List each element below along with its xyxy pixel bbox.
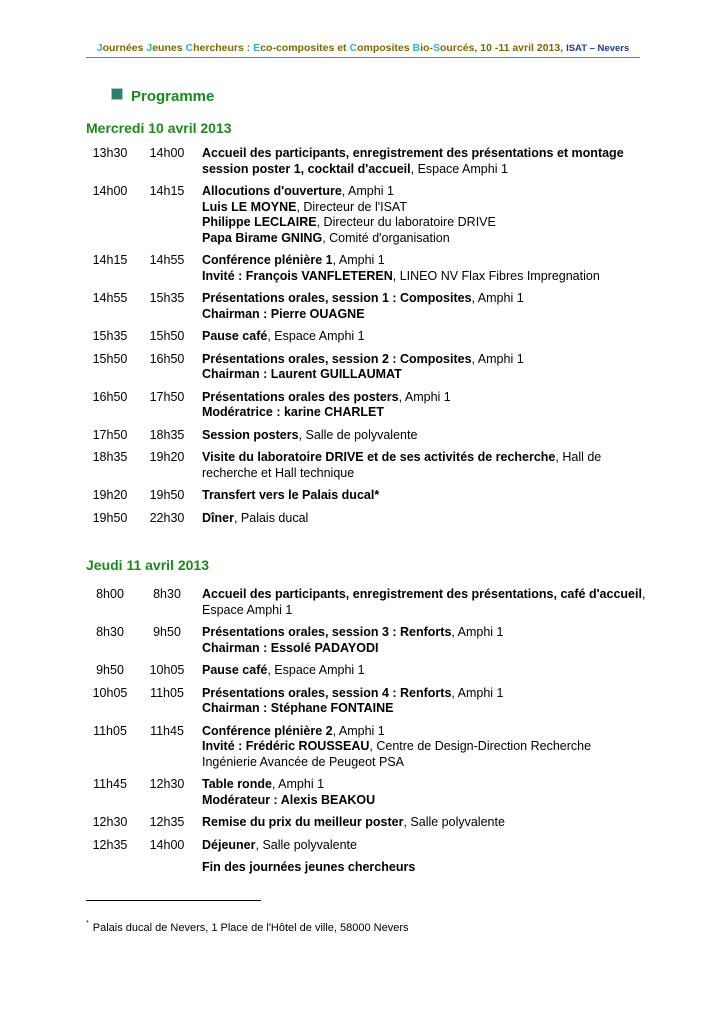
start-time: 8h30 — [96, 625, 124, 639]
description-line — [202, 184, 646, 200]
description-line — [202, 587, 646, 618]
description-line — [202, 701, 646, 717]
bold-text: Présentations orales, session 1 : Composites — [202, 291, 472, 305]
bold-text: Chairman : Essolé PADAYODI — [202, 640, 379, 655]
header-place: ISAT – Nevers — [566, 43, 630, 54]
start-time: 14h00 — [92, 184, 128, 198]
schedule-row — [86, 777, 646, 808]
schedule-row — [86, 450, 646, 481]
session-description — [202, 390, 646, 421]
bold-text: Invité : François VANFLETEREN — [202, 268, 393, 283]
schedule-row — [86, 815, 646, 831]
day1-title: Mercredi 10 avril 2013 — [86, 120, 232, 136]
start-time: 18h35 — [92, 450, 128, 464]
footnote-divider — [86, 900, 261, 901]
start-time: 14h15 — [92, 253, 128, 267]
start-time: 19h50 — [92, 510, 128, 525]
plain-text: , Amphi 1 — [451, 685, 504, 700]
description-line — [202, 367, 646, 383]
description-line — [202, 793, 646, 809]
session-description — [202, 587, 646, 618]
session-description — [202, 686, 646, 717]
day1-schedule — [86, 146, 646, 533]
description-line — [202, 663, 646, 679]
session-description — [202, 146, 646, 177]
plain-text: , Comité d'organisation — [322, 230, 450, 245]
session-description — [202, 291, 646, 322]
schedule-row — [86, 838, 646, 854]
plain-text: , Palais ducal — [233, 510, 309, 525]
end-time: 17h50 — [149, 389, 185, 404]
description-line — [202, 200, 646, 216]
plain-text: , Hall de recherche et Hall technique — [202, 450, 602, 480]
plain-text: , Amphi 1 — [332, 253, 385, 267]
description-line — [202, 307, 646, 323]
start-time: 16h50 — [92, 389, 128, 404]
day2-schedule — [86, 587, 646, 883]
session-description — [202, 663, 646, 679]
plain-text: , Amphi 1 — [398, 389, 451, 404]
schedule-row — [86, 253, 646, 284]
bold-text: Chairman : Laurent GUILLAUMAT — [202, 367, 402, 381]
start-time: 11h05 — [93, 723, 127, 738]
session-description — [202, 428, 646, 444]
plain-text: , Espace Amphi 1 — [202, 587, 646, 617]
bullet-square-icon — [111, 88, 123, 100]
plain-text: , Espace Amphi 1 — [267, 329, 365, 343]
description-line — [202, 269, 646, 285]
end-time: 11h05 — [150, 685, 184, 700]
bold-text: Déjeuner — [202, 837, 256, 852]
session-description — [202, 488, 646, 504]
schedule-row — [86, 352, 646, 383]
bold-text: Présentations orales, session 2 : Composites — [202, 351, 472, 366]
bold-text: Conférence plénière 2 — [202, 723, 333, 738]
schedule-row — [86, 625, 646, 656]
programme-heading: Programme — [111, 88, 214, 105]
session-description — [202, 329, 646, 345]
plain-text: , LINEO NV Flax Fibres Impregnation — [392, 268, 600, 283]
description-line — [202, 641, 646, 657]
description-line — [202, 777, 646, 793]
start-time: 12h35 — [92, 837, 128, 852]
schedule-row — [86, 146, 646, 177]
start-time: 19h20 — [92, 488, 128, 502]
description-line — [202, 329, 646, 345]
start-time — [86, 860, 134, 876]
bold-text: Conférence plénière 1 — [202, 253, 333, 267]
session-description — [202, 352, 646, 383]
start-time: 9h50 — [96, 663, 124, 677]
session-description — [202, 450, 646, 481]
schedule-row — [86, 428, 646, 444]
plain-text: , Amphi 1 — [271, 777, 325, 791]
bold-text: Invité : Frédéric ROUSSEAU — [202, 739, 370, 753]
end-time: 14h00 — [149, 146, 185, 160]
schedule-row — [86, 511, 646, 527]
session-description — [202, 777, 646, 808]
plain-text: , Salle polyvalente — [255, 837, 357, 852]
session-description — [202, 815, 646, 831]
bold-text: Visite du laboratoire DRIVE et de ses activités de recherche — [202, 450, 556, 464]
session-description — [202, 253, 646, 284]
plain-text: , Amphi 1 — [341, 184, 394, 198]
footnote: * Palais ducal de Nevers, 1 Place de l'Hôtel de ville, 58000 Nevers — [86, 920, 409, 934]
bold-text: Pause café — [202, 329, 268, 343]
bold-text: Table ronde — [202, 777, 272, 791]
bold-text: Luis LE MOYNE — [202, 199, 297, 214]
description-line — [202, 450, 646, 481]
start-time: 14h55 — [92, 291, 128, 305]
schedule-row — [86, 329, 646, 345]
end-time: 9h50 — [153, 625, 181, 639]
start-time: 8h00 — [96, 587, 124, 601]
bold-text: Fin des journées jeunes chercheurs — [202, 860, 416, 874]
bold-text: Chairman : Pierre OUAGNE — [202, 306, 365, 321]
plain-text: , Salle polyvalente — [403, 815, 505, 829]
description-line — [202, 724, 646, 740]
bold-text: Modérateur : Alexis BEAKOU — [202, 792, 376, 807]
start-time: 15h50 — [92, 351, 128, 366]
plain-text: , Amphi 1 — [332, 723, 385, 738]
plain-text: , Salle de polyvalente — [298, 427, 418, 442]
plain-text: , Directeur du laboratoire DRIVE — [316, 215, 496, 229]
bold-text: Présentations orales, session 3 : Renforts — [202, 625, 452, 639]
bold-text: Accueil des participants, enregistrement des présentations, café d'accueil — [202, 587, 642, 601]
start-time: 10h05 — [92, 685, 128, 700]
end-time: 15h50 — [149, 329, 185, 343]
session-description — [202, 511, 646, 527]
description-line — [202, 390, 646, 406]
end-time: 14h00 — [149, 837, 185, 852]
session-description — [202, 625, 646, 656]
end-time: 22h30 — [149, 510, 185, 525]
end-time — [140, 860, 194, 876]
end-time: 8h30 — [153, 587, 181, 601]
end-time: 15h35 — [149, 291, 185, 305]
description-line — [202, 215, 646, 231]
end-time: 18h35 — [149, 427, 185, 442]
end-time: 19h20 — [149, 450, 185, 464]
session-description — [202, 184, 646, 246]
description-line — [202, 686, 646, 702]
bold-text: Session posters — [202, 427, 299, 442]
bold-text: Remise du prix du meilleur poster — [202, 815, 404, 829]
bold-text: Accueil des participants, enregistrement des présentations et montage session poster 1, cocktail d'accueil — [202, 146, 624, 176]
end-time: 11h45 — [150, 723, 184, 738]
start-time: 17h50 — [92, 427, 128, 442]
page-header: Journées Jeunes Chercheurs : Eco-composites et Composites Bio-Sourcés, 10 -11 avril 2013, ISAT – Nevers — [86, 42, 640, 58]
description-line — [202, 860, 646, 876]
description-line — [202, 231, 646, 247]
schedule-row — [86, 686, 646, 717]
plain-text: , Amphi 1 — [451, 625, 504, 639]
plain-text: , Espace Amphi 1 — [267, 663, 365, 677]
description-line — [202, 405, 646, 421]
schedule-row — [86, 587, 646, 618]
end-time: 14h15 — [149, 184, 185, 198]
description-line — [202, 146, 646, 177]
start-time: 12h30 — [92, 815, 128, 829]
schedule-row — [86, 488, 646, 504]
schedule-row — [86, 724, 646, 771]
bold-text: Transfert vers le Palais ducal* — [202, 488, 380, 502]
description-line — [202, 815, 646, 831]
description-line — [202, 253, 646, 269]
bold-text: Allocutions d'ouverture — [202, 184, 342, 198]
description-line — [202, 488, 646, 504]
start-time: 13h30 — [92, 146, 128, 160]
day2-title: Jeudi 11 avril 2013 — [86, 557, 209, 573]
bold-text: Présentations orales, session 4 : Renforts — [202, 685, 452, 700]
plain-text: , Centre de Design-Direction Recherche Ingénierie Avancée de Peugeot PSA — [202, 739, 592, 769]
bold-text: Modératrice : karine CHARLET — [202, 405, 384, 419]
end-time: 10h05 — [149, 663, 185, 677]
plain-text: , Amphi 1 — [471, 291, 524, 305]
description-line — [202, 352, 646, 368]
description-line — [202, 291, 646, 307]
bold-text: Papa Birame GNING — [202, 230, 323, 245]
end-time: 14h55 — [149, 253, 185, 267]
schedule-row — [86, 663, 646, 679]
plain-text: , Espace Amphi 1 — [410, 161, 508, 176]
bold-text: Dîner — [202, 510, 234, 525]
description-line — [202, 625, 646, 641]
description-line — [202, 428, 646, 444]
end-time: 12h35 — [149, 815, 185, 829]
session-description — [202, 860, 646, 876]
session-description — [202, 724, 646, 771]
session-description — [202, 838, 646, 854]
bold-text: Philippe LECLAIRE — [202, 215, 317, 229]
start-time: 15h35 — [92, 329, 128, 343]
bold-text: Présentations orales des posters — [202, 389, 399, 404]
description-line — [202, 739, 646, 770]
start-time: 11h45 — [93, 777, 127, 791]
description-line — [202, 838, 646, 854]
end-time: 12h30 — [149, 777, 185, 791]
end-time: 16h50 — [149, 351, 185, 366]
description-line — [202, 511, 646, 527]
schedule-row — [86, 860, 646, 876]
plain-text: , Directeur de l'ISAT — [296, 199, 407, 214]
schedule-row — [86, 184, 646, 246]
schedule-row — [86, 390, 646, 421]
bold-text: Pause café — [202, 663, 268, 677]
bold-text: Chairman : Stéphane FONTAINE — [202, 701, 394, 715]
schedule-row — [86, 291, 646, 322]
end-time: 19h50 — [149, 488, 185, 502]
plain-text: , Amphi 1 — [471, 351, 524, 366]
